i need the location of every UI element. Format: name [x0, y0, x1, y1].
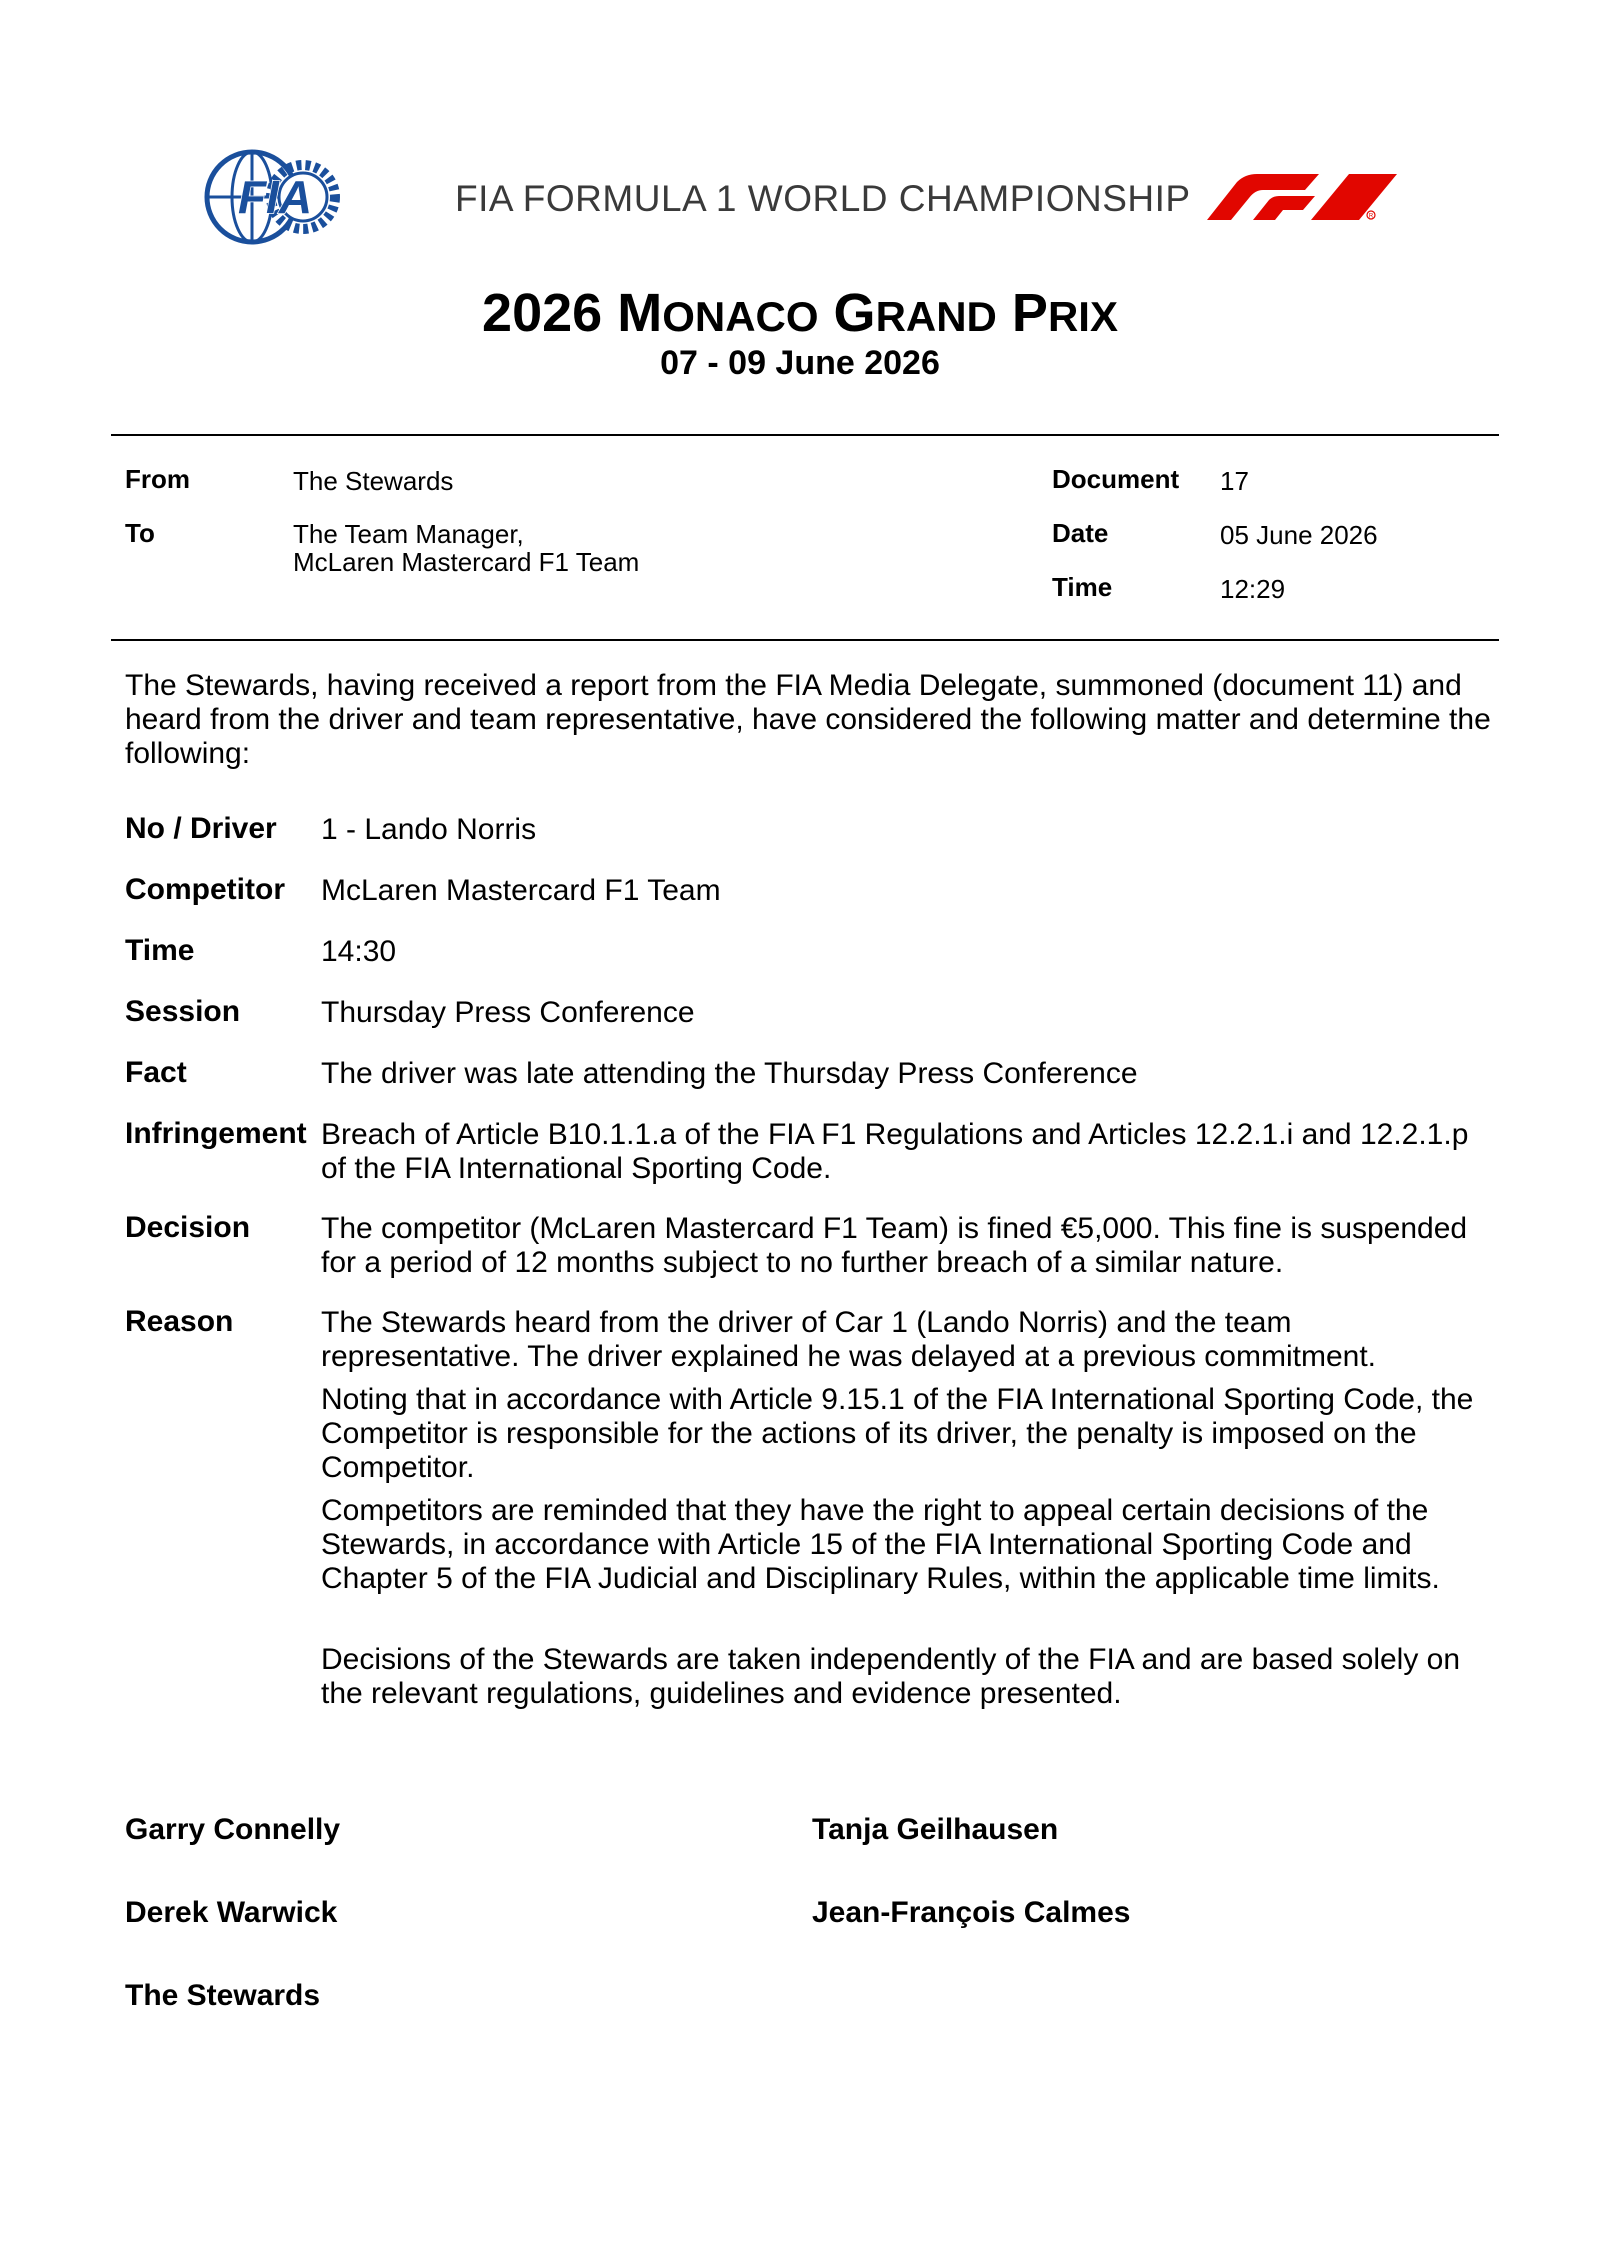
svg-text:R: R — [1368, 213, 1374, 220]
steward-name: Derek Warwick — [125, 1896, 338, 1929]
intro-paragraph: The Stewards, having received a report from the FIA Media Delegate, summoned (document 11) and heard from the driver and team representative, have considered the following matter and determine the following: — [125, 669, 1491, 770]
from-value: The Stewards — [293, 466, 454, 496]
steward-name: Tanja Geilhausen — [812, 1813, 1059, 1846]
bottom-divider — [111, 639, 1499, 641]
steward-name: Garry Connelly — [125, 1813, 341, 1846]
from-label: From — [125, 464, 190, 494]
f1-logo — [1207, 170, 1403, 225]
reason-paragraph-2: Noting that in accordance with Article 9.15.1 of the FIA International Sporting Code, the Competitor is responsible for the actions of its driver, the penalty is imposed on the Competitor. — [321, 1383, 1474, 1484]
top-divider — [111, 434, 1499, 436]
reason-paragraph-1: The Stewards heard from the driver of Car 1 (Lando Norris) and the team representative. The driver explained he was delayed at a previous commitment. — [321, 1306, 1376, 1373]
to-value-line-2: McLaren Mastercard F1 Team — [293, 547, 640, 577]
date-value: 05 June 2026 — [1220, 520, 1378, 550]
competitor-label: Competitor — [125, 873, 285, 906]
date-label: Date — [1052, 518, 1109, 548]
document-value: 17 — [1220, 466, 1249, 496]
competitor-value: McLaren Mastercard F1 Team — [321, 874, 721, 907]
session-time-value: 14:30 — [321, 935, 397, 968]
fia-logo — [203, 148, 343, 246]
fia-logo-text: FIA — [237, 171, 313, 223]
fact-value: The driver was late attending the Thursday Press Conference — [321, 1057, 1138, 1090]
independence-note: Decisions of the Stewards are taken independently of the FIA and are based solely on the relevant regulations, guidelines and evidence presented. — [321, 1643, 1461, 1710]
steward-name: Jean-François Calmes — [812, 1896, 1131, 1929]
document-label: Document — [1052, 464, 1180, 494]
stewards-footer: The Stewards — [125, 1979, 321, 2012]
infringement-value: Breach of Article B10.1.1.a of the FIA F1 Regulations and Articles 12.2.1.i and 12.2.1.p of the FIA International Sporting Code. — [321, 1118, 1469, 1185]
championship-name: FIA FORMULA 1 WORLD CHAMPIONSHIP — [455, 178, 1191, 219]
page-title — [0, 282, 1600, 344]
title-year: 2026 — [482, 283, 603, 343]
driver-label: No / Driver — [125, 812, 277, 845]
driver-value: 1 - Lando Norris — [321, 813, 537, 846]
to-value-line-1: The Team Manager, — [293, 519, 524, 549]
to-label: To — [125, 518, 155, 548]
reason-paragraph-3: Competitors are reminded that they have the right to appeal certain decisions of the Stewards, in accordance with Article 15 of the FIA International Sporting Code and Chapter 5 of the FIA Judicial and Disciplinary Rules, within the applicable time limits. — [321, 1494, 1440, 1595]
event-dates: 07 - 09 June 2026 — [660, 344, 940, 382]
session-time-label: Time — [125, 934, 195, 967]
session-value: Thursday Press Conference — [321, 996, 695, 1029]
decision-value: The competitor (McLaren Mastercard F1 Team) is fined €5,000. This fine is suspended for a period of 12 months subject to no further breach of a similar nature. — [321, 1212, 1468, 1279]
reason-value — [321, 1306, 1496, 1605]
title-word-2: GRAND — [833, 283, 997, 343]
time-value: 12:29 — [1220, 574, 1286, 604]
decision-label: Decision — [125, 1211, 251, 1244]
reason-label: Reason — [125, 1305, 234, 1338]
infringement-label: Infringement — [125, 1117, 307, 1150]
title-word-1: MONACO — [617, 283, 819, 343]
title-word-3: PRIX — [1011, 283, 1118, 343]
to-value — [293, 520, 639, 576]
session-label: Session — [125, 995, 241, 1028]
fact-label: Fact — [125, 1056, 187, 1089]
time-label: Time — [1052, 572, 1113, 602]
